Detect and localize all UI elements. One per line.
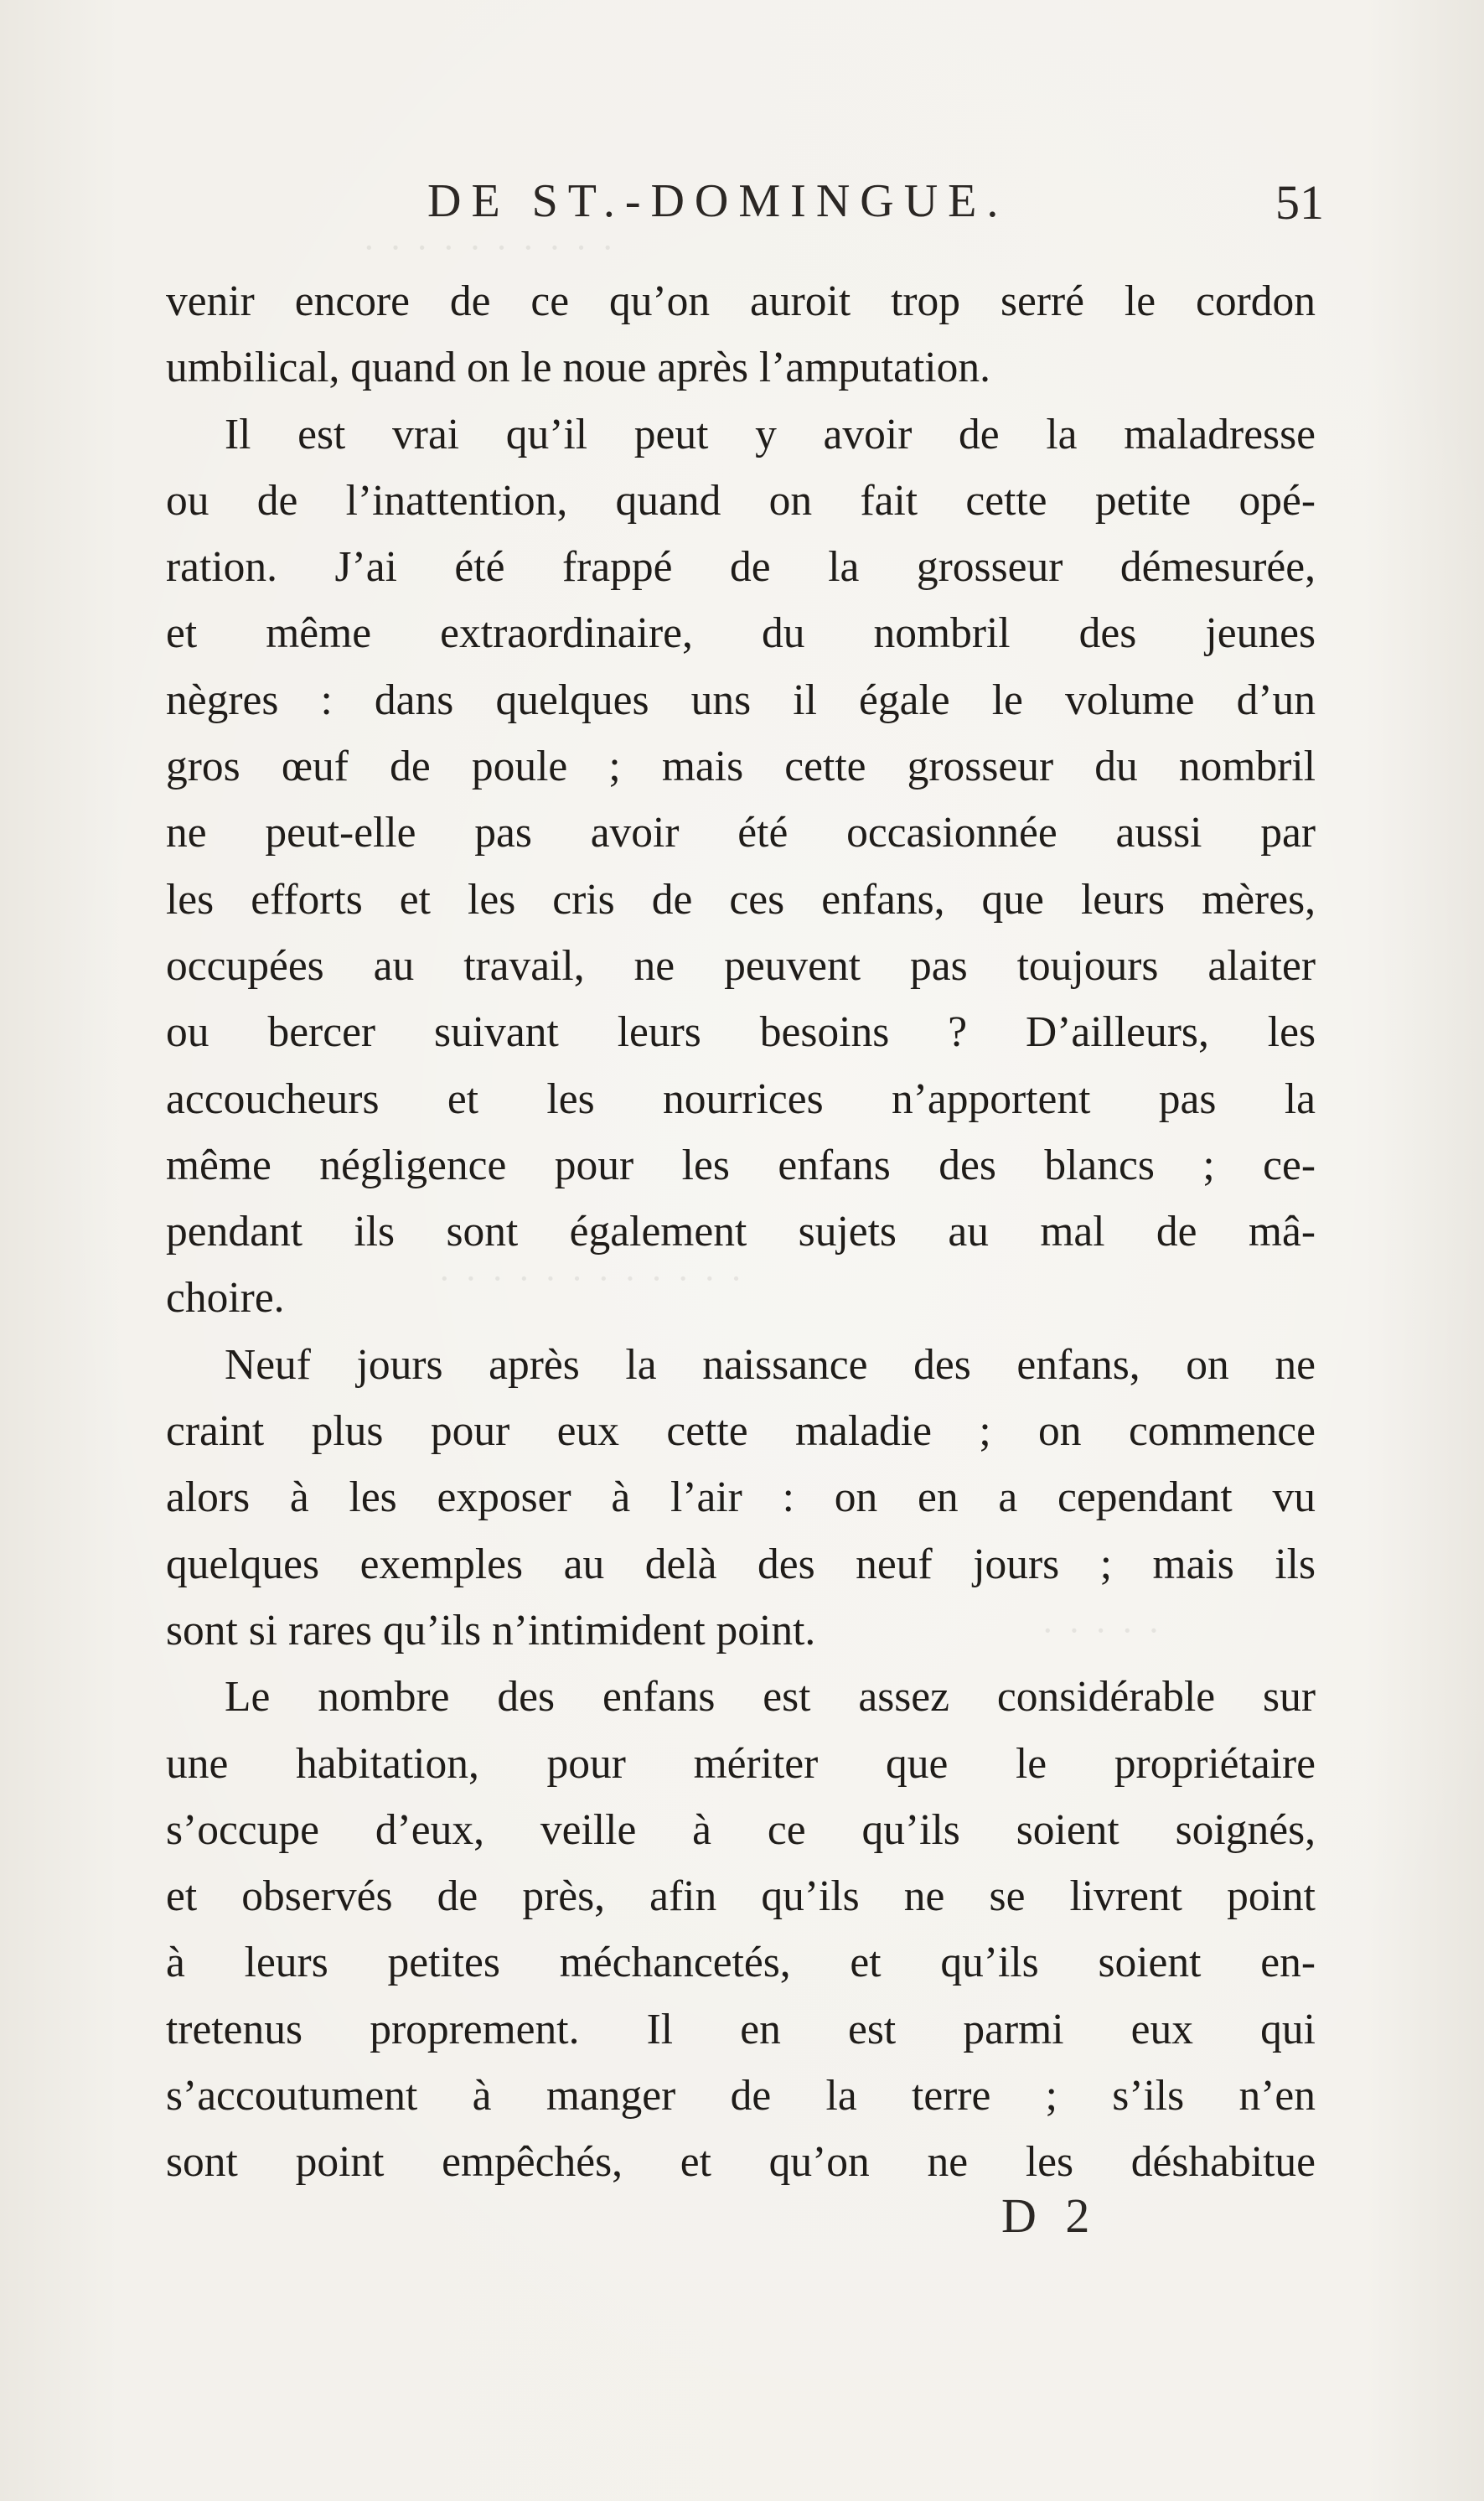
text-line: s’occupe d’eux, veille à ce qu’ils soient soignés,	[166, 1805, 1316, 1854]
text-line: à leurs petites méchancetés, et qu’ils soient en-	[166, 1939, 1316, 1987]
running-title: DE ST.-DOMINGUE.	[427, 175, 1009, 227]
text-line: une habitation, pour mériter que le propriétaire	[166, 1739, 1316, 1788]
text-line: choire.	[166, 1274, 285, 1323]
text-line: ou bercer suivant leurs besoins ? D’ailleurs, les	[166, 1008, 1316, 1057]
text-line: gros œuf de poule ; mais cette grosseur du nombril	[166, 743, 1316, 791]
page-header	[168, 174, 1324, 241]
text-line: sont si rares qu’ils n’intimident point.	[166, 1606, 816, 1654]
text-line: et observés de près, afin qu’ils ne se livrent point	[166, 1872, 1316, 1921]
text-line: Neuf jours après la naissance des enfans, on ne	[225, 1340, 1316, 1389]
text-line: et même extraordinaire, du nombril des jeunes	[166, 609, 1316, 658]
text-line: venir encore de ce qu’on auroit trop serré le cordon	[166, 277, 1316, 325]
text-line: alors à les exposer à l’air : on en a cependant vu	[166, 1473, 1316, 1522]
text-line: sont point empêchés, et qu’on ne les déshabitue	[166, 2138, 1316, 2187]
text-line: tretenus proprement. Il en est parmi eux qui	[166, 2005, 1316, 2053]
text-line: ou de l’inattention, quand on fait cette petite opé-	[166, 476, 1316, 525]
text-line: occupées au travail, ne peuvent pas toujours alaiter	[166, 941, 1316, 990]
text-line: accoucheurs et les nourrices n’apportent pas la	[166, 1074, 1316, 1123]
show-through-ink: · · · · ·	[1039, 1610, 1161, 1651]
text-line: nègres : dans quelques uns il égale le volume d’un	[166, 676, 1316, 724]
signature-mark: D 2	[1001, 2188, 1099, 2243]
text-line: Il est vrai qu’il peut y avoir de la maladresse	[225, 410, 1316, 458]
body-text	[166, 268, 1316, 2196]
show-through-ink: · · · · · · · · · · · ·	[436, 1258, 742, 1299]
text-line: pendant ils sont également sujets au mal de mâ-	[166, 1208, 1316, 1256]
page-number: 51	[1275, 175, 1324, 230]
text-line: umbilical, quand on le noue après l’amputation.	[166, 344, 990, 392]
text-line: ne peut-elle pas avoir été occasionnée aussi par	[166, 809, 1316, 857]
text-line: craint plus pour eux cette maladie ; on commence	[166, 1407, 1316, 1456]
text-line: s’accoutument à manger de la terre ; s’ils n’en	[166, 2072, 1316, 2120]
text-line: Le nombre des enfans est assez considérable sur	[225, 1673, 1316, 1722]
text-line: même négligence pour les enfans des blancs ; ce-	[166, 1141, 1316, 1189]
text-line: ration. J’ai été frappé de la grosseur démesurée,	[166, 543, 1316, 592]
text-line: quelques exemples au delà des neuf jours ; mais ils	[166, 1540, 1316, 1588]
show-through-ink: · · · · · · · · · ·	[360, 227, 614, 268]
text-line: les efforts et les cris de ces enfans, que leurs mères,	[166, 875, 1316, 924]
